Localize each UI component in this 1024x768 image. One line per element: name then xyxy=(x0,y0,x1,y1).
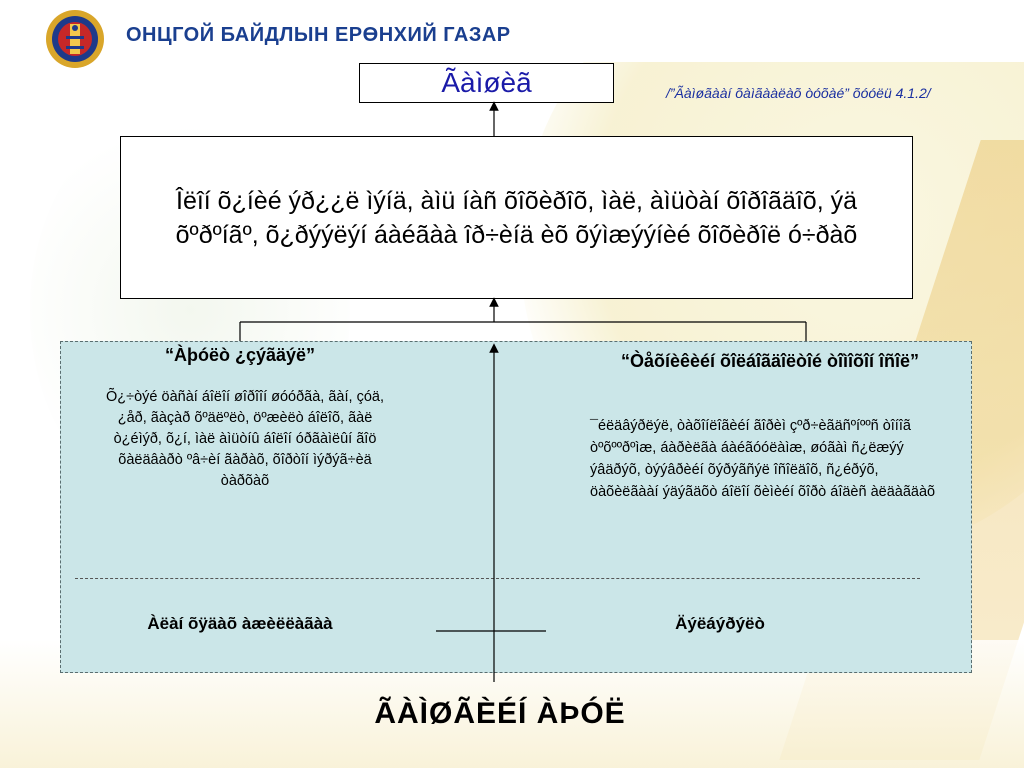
technical-accident-title: “Òåõíèêèéí õîëáîãäîëòîé òîìîõîí îñîë” xyxy=(620,351,920,371)
soyombo-emblem-icon xyxy=(44,8,106,70)
footer-title: ÃÀÌØÃÈÉÍ ÀÞÓË xyxy=(374,697,626,730)
dashed-divider xyxy=(75,578,920,579)
header-bar xyxy=(0,0,1024,62)
natural-hazard-description: Õ¿÷òýé öàñàí áîëîí øîðîîí øóóðãà, ãàí, çóä, ¿åð, ãàçàð õºäëºëò, öºæèëò áîëîõ, ãàë ò¿éìýð, õ¿í, ìàë àìüòíû áîëîí óðãàìëûí ãîö õàëäâàðò ºâ÷èí ãàðàõ, õîðòîí ìýðýã÷èä òàðõàõ xyxy=(106,389,384,489)
explosion-label: Äýëáýðýëò xyxy=(675,614,765,633)
top-box-hazard: Ãàìøèã xyxy=(359,63,614,103)
definition-box xyxy=(120,136,913,299)
organization-name: ОНЦГОЙ БАЙДЛЫН ЕРӨНХИЙ ГАЗАР xyxy=(126,24,511,46)
natural-hazard-title: “Àþóëò ¿çýãäýë” xyxy=(164,345,316,365)
technical-accident-description: ¯éëäâýðëýë, òàõîíëîãèéí ãîðèì çºð÷èãäñºíººñ òîíîã òºõººðºìæ, áàðèëãà áàéãóóëàìæ, øóãàì ñ¿ëæýý ýâäðýõ, òýýâðèéí õýðýãñýë îñîëäîõ, ñ¿éðýõ, öàõèëãààí ýäýãäõò áîëîí õèìèéí õîðò áîäèñ àëäàãäàõ xyxy=(590,418,936,500)
definition-text: Îëîí õ¿íèé ýð¿¿ë ìýíä, àìü íàñ õîõèðîõ, ìàë, àìüòàí õîðîãäîõ, ýä õºðºíãº, õ¿ðýýëýí áàéãàà îð÷èíä èõ õýìæýýíèé õîõèðîë ó÷ðàõ xyxy=(175,186,858,249)
emergency-label: Àëàí õÿäàõ àæèëëàãàà xyxy=(147,614,333,633)
law-reference: /”Ãàìøãààí õàìãààëàõ òóõàé” õóóëü 4.1.2/ xyxy=(666,85,931,101)
